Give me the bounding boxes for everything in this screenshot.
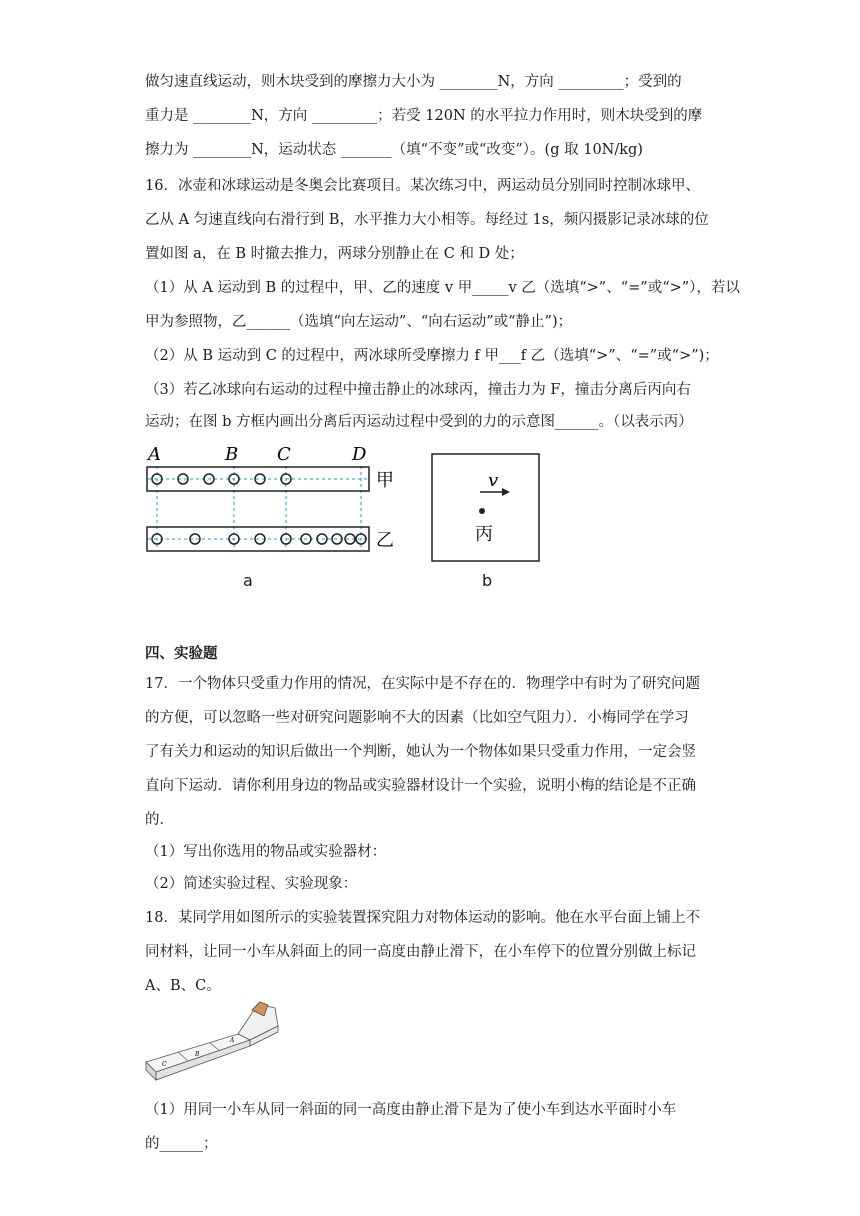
- object-label: 丙: [475, 524, 493, 545]
- text-line: （3）若乙冰球向右运动的过程中撞击静止的冰球丙，撞击力为 F，撞击分离后丙向右: [145, 382, 691, 398]
- caption-b: b: [482, 571, 493, 590]
- caption-a: a: [243, 571, 253, 590]
- question-17: 17．一个物体只受重力作用的情况，在实际中是不存在的．物理学中有时为了研究问题: [145, 676, 700, 692]
- text-line: （2）简述实验过程、实验现象：: [145, 876, 358, 892]
- text-line: 的______；: [145, 1136, 218, 1152]
- text-line: 运动；在图 b 方框内画出分离后丙运动过程中受到的力的示意图______。（以表示丙）: [145, 414, 693, 430]
- text-line: 了有关力和运动的知识后做出一个判断，她认为一个物体如果只受重力作用，一定会竖: [145, 744, 696, 760]
- text-line: （1）从 A 运动到 B 的过程中，甲、乙的速度 v 甲_____v 乙（选填“>”、“=”或“>”），若以: [145, 280, 740, 296]
- ramp-label-B: B: [195, 1051, 200, 1058]
- label-C: C: [277, 444, 291, 465]
- section-title: 四、实验题: [145, 646, 218, 662]
- text-line: 重力是 ________N，方向 _________；若受 120N 的水平拉力作用时，则木块受到的摩: [145, 108, 703, 124]
- velocity-label: v: [488, 470, 499, 491]
- label-A: A: [148, 444, 161, 465]
- text-line: 同材料，让同一小车从斜面上的同一高度由静止滑下，在小车停下的位置分别做上标记: [145, 944, 696, 960]
- text-line: 擦力为 ________N，运动状态 _______（填“不变”或“改变”）。(g 取 10N/kg): [145, 142, 643, 158]
- object-dot: [479, 508, 485, 514]
- label-D: D: [352, 444, 367, 465]
- label-yi: 乙: [376, 530, 394, 551]
- ramp-figure: [140, 996, 290, 1092]
- text-line: 甲为参照物，乙______（选填“向左运动”、“向右运动”或“静止”)；: [145, 314, 573, 330]
- figure-b: [430, 452, 542, 564]
- text-line: 直向下运动．请你利用身边的物品或实验器材设计一个实验，说明小梅的结论是不正确: [145, 778, 696, 794]
- ramp-label-A: A: [230, 1037, 235, 1044]
- ramp-label-C: C: [162, 1061, 167, 1068]
- question-18: 18．某同学用如图所示的实验装置探究阻力对物体运动的影响。他在水平台面上铺上不: [145, 910, 700, 926]
- text-line: 的．: [145, 812, 174, 828]
- label-B: B: [225, 444, 239, 465]
- question-16: 16．冰壶和冰球运动是冬奥会比赛项目。某次练习中，两运动员分别同时控制冰球甲、: [145, 178, 700, 194]
- text-line: 置如图 a，在 B 时撤去推力，两球分别静止在 C 和 D 处；: [145, 246, 524, 262]
- text-line: A、B、C。: [145, 978, 221, 994]
- text-line: （2）从 B 运动到 C 的过程中，两冰球所受摩擦力 f 甲___f 乙（选填“>”、“=”或“>”)；: [145, 348, 719, 364]
- label-jia: 甲: [376, 470, 394, 491]
- arrow-right-icon: [502, 488, 510, 496]
- text-line: 做匀速直线运动，则木块受到的摩擦力大小为 ________N，方向 _________；受到的: [145, 74, 682, 90]
- text-line: （1）写出你选用的物品或实验器材：: [145, 844, 387, 860]
- question-18-1: （1）用同一小车从同一斜面的同一高度由静止滑下是为了使小车到达水平面时小车: [145, 1102, 677, 1118]
- figure-a: [140, 440, 400, 570]
- text-line: 的方便，可以忽略一些对研究问题影响不大的因素（比如空气阻力）．小梅同学在学习: [145, 710, 689, 726]
- text-line: 乙从 A 匀速直线向右滑行到 B，水平推力大小相等。每经过 1s，频闪摄影记录冰球的位: [145, 212, 709, 228]
